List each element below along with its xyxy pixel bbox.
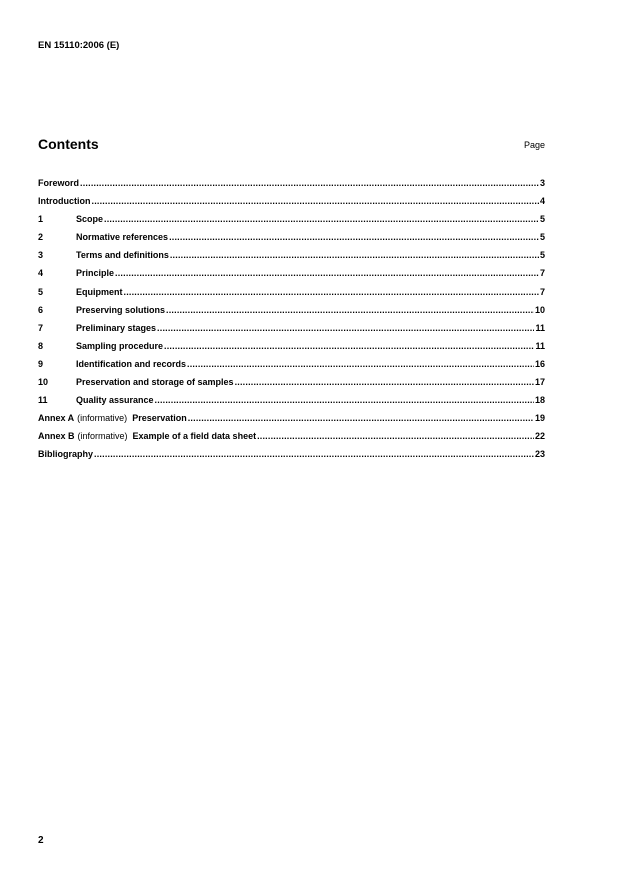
toc-entry-clause-7[interactable] [38,319,545,337]
toc-entry-bibliography[interactable] [38,445,545,463]
dot-leader [104,210,539,228]
toc-entry-clause-2[interactable] [38,228,545,246]
toc-entry-clause-1[interactable] [38,210,545,228]
toc-entry-number: 2 [38,232,44,243]
dot-leader [94,445,534,463]
toc-entry-page: 7 [539,286,545,297]
dot-leader [155,391,534,409]
toc-entry-page: 5 [539,214,545,225]
toc-entry-page: 23 [534,449,545,460]
dot-leader [115,264,539,282]
toc-entry-clause-3[interactable] [38,246,545,264]
toc-entry-title: Preliminary stages [76,322,157,333]
toc-entry-title: Example of a field data sheet [132,431,257,442]
toc-entry-clause-10[interactable] [38,373,545,391]
toc-entry-title: Foreword [38,178,80,188]
toc-entry-clause-8[interactable] [38,337,545,355]
toc-entry-clause-11[interactable] [38,391,545,409]
toc-entry-page: 16 [534,358,545,369]
toc-entry-page: 10 [534,304,545,315]
dot-leader [187,355,534,373]
toc-entry-page: 3 [539,178,545,188]
annex-informative-note: (informative) [77,413,128,424]
toc-entry-page: 22 [534,431,545,442]
toc-entry-title: Principle [76,268,115,279]
toc-entry-foreword[interactable] [38,174,545,192]
dot-leader [169,228,539,246]
toc-entry-number: 11 [38,395,48,406]
toc-entry-page: 4 [539,196,545,207]
toc-entry-title: Normative references [76,232,169,243]
dot-leader [166,301,534,319]
toc-entry-page: 5 [539,250,545,261]
toc-entry-number: 5 [38,286,44,297]
table-of-contents [38,174,545,464]
toc-entry-title: Preservation and storage of samples [76,377,234,388]
toc-entry-number: 6 [38,304,44,315]
toc-entry-page: 7 [539,268,545,279]
toc-entry-clause-6[interactable] [38,301,545,319]
toc-entry-clause-5[interactable] [38,283,545,301]
toc-entry-title: Sampling procedure [76,340,164,351]
dot-leader [164,337,534,355]
toc-entry-number: 3 [38,250,44,261]
annex-informative-note: (informative) [77,431,128,442]
toc-entry-page: 5 [539,232,545,243]
dot-leader [235,373,534,391]
dot-leader [124,283,539,301]
toc-entry-title: Identification and records [76,358,187,369]
toc-entry-page: 18 [534,395,545,406]
toc-entry-clause-9[interactable] [38,355,545,373]
toc-entry-title: Scope [76,214,104,225]
toc-entry-clause-4[interactable] [38,264,545,282]
annex-label: Annex B [38,431,75,442]
dot-leader [257,427,534,445]
toc-entry-number: 8 [38,340,44,351]
contents-heading: Contents [38,136,99,152]
toc-entry-title: Bibliography [38,449,94,460]
toc-entry-annex-a[interactable] [38,409,545,427]
toc-entry-number: 10 [38,377,49,388]
annex-label: Annex A [38,413,75,424]
toc-entry-page: 19 [534,413,545,424]
toc-entry-number: 4 [38,268,44,279]
toc-entry-title: Quality assurance [76,395,154,406]
dot-leader [157,319,534,337]
page-number: 2 [38,835,44,846]
toc-entry-title: Terms and definitions [76,250,169,261]
dot-leader [170,246,539,264]
page-column-label: Page [523,140,545,150]
toc-entry-title: Equipment [76,286,123,297]
toc-entry-title: Introduction [38,196,91,207]
toc-entry-page: 17 [534,377,545,388]
document-id-header: EN 15110:2006 (E) [38,40,120,51]
toc-entry-number: 7 [38,322,44,333]
toc-entry-introduction[interactable] [38,192,545,210]
toc-entry-page: 11 [535,322,545,333]
toc-entry-annex-b[interactable] [38,427,545,445]
toc-entry-title: Preservation [132,413,187,424]
toc-entry-title: Preserving solutions [76,304,166,315]
dot-leader [92,192,539,210]
dot-leader [80,174,539,192]
dot-leader [188,409,534,427]
toc-entry-page: 11 [535,340,545,351]
toc-entry-number: 1 [38,214,44,225]
toc-entry-number: 9 [38,358,44,369]
